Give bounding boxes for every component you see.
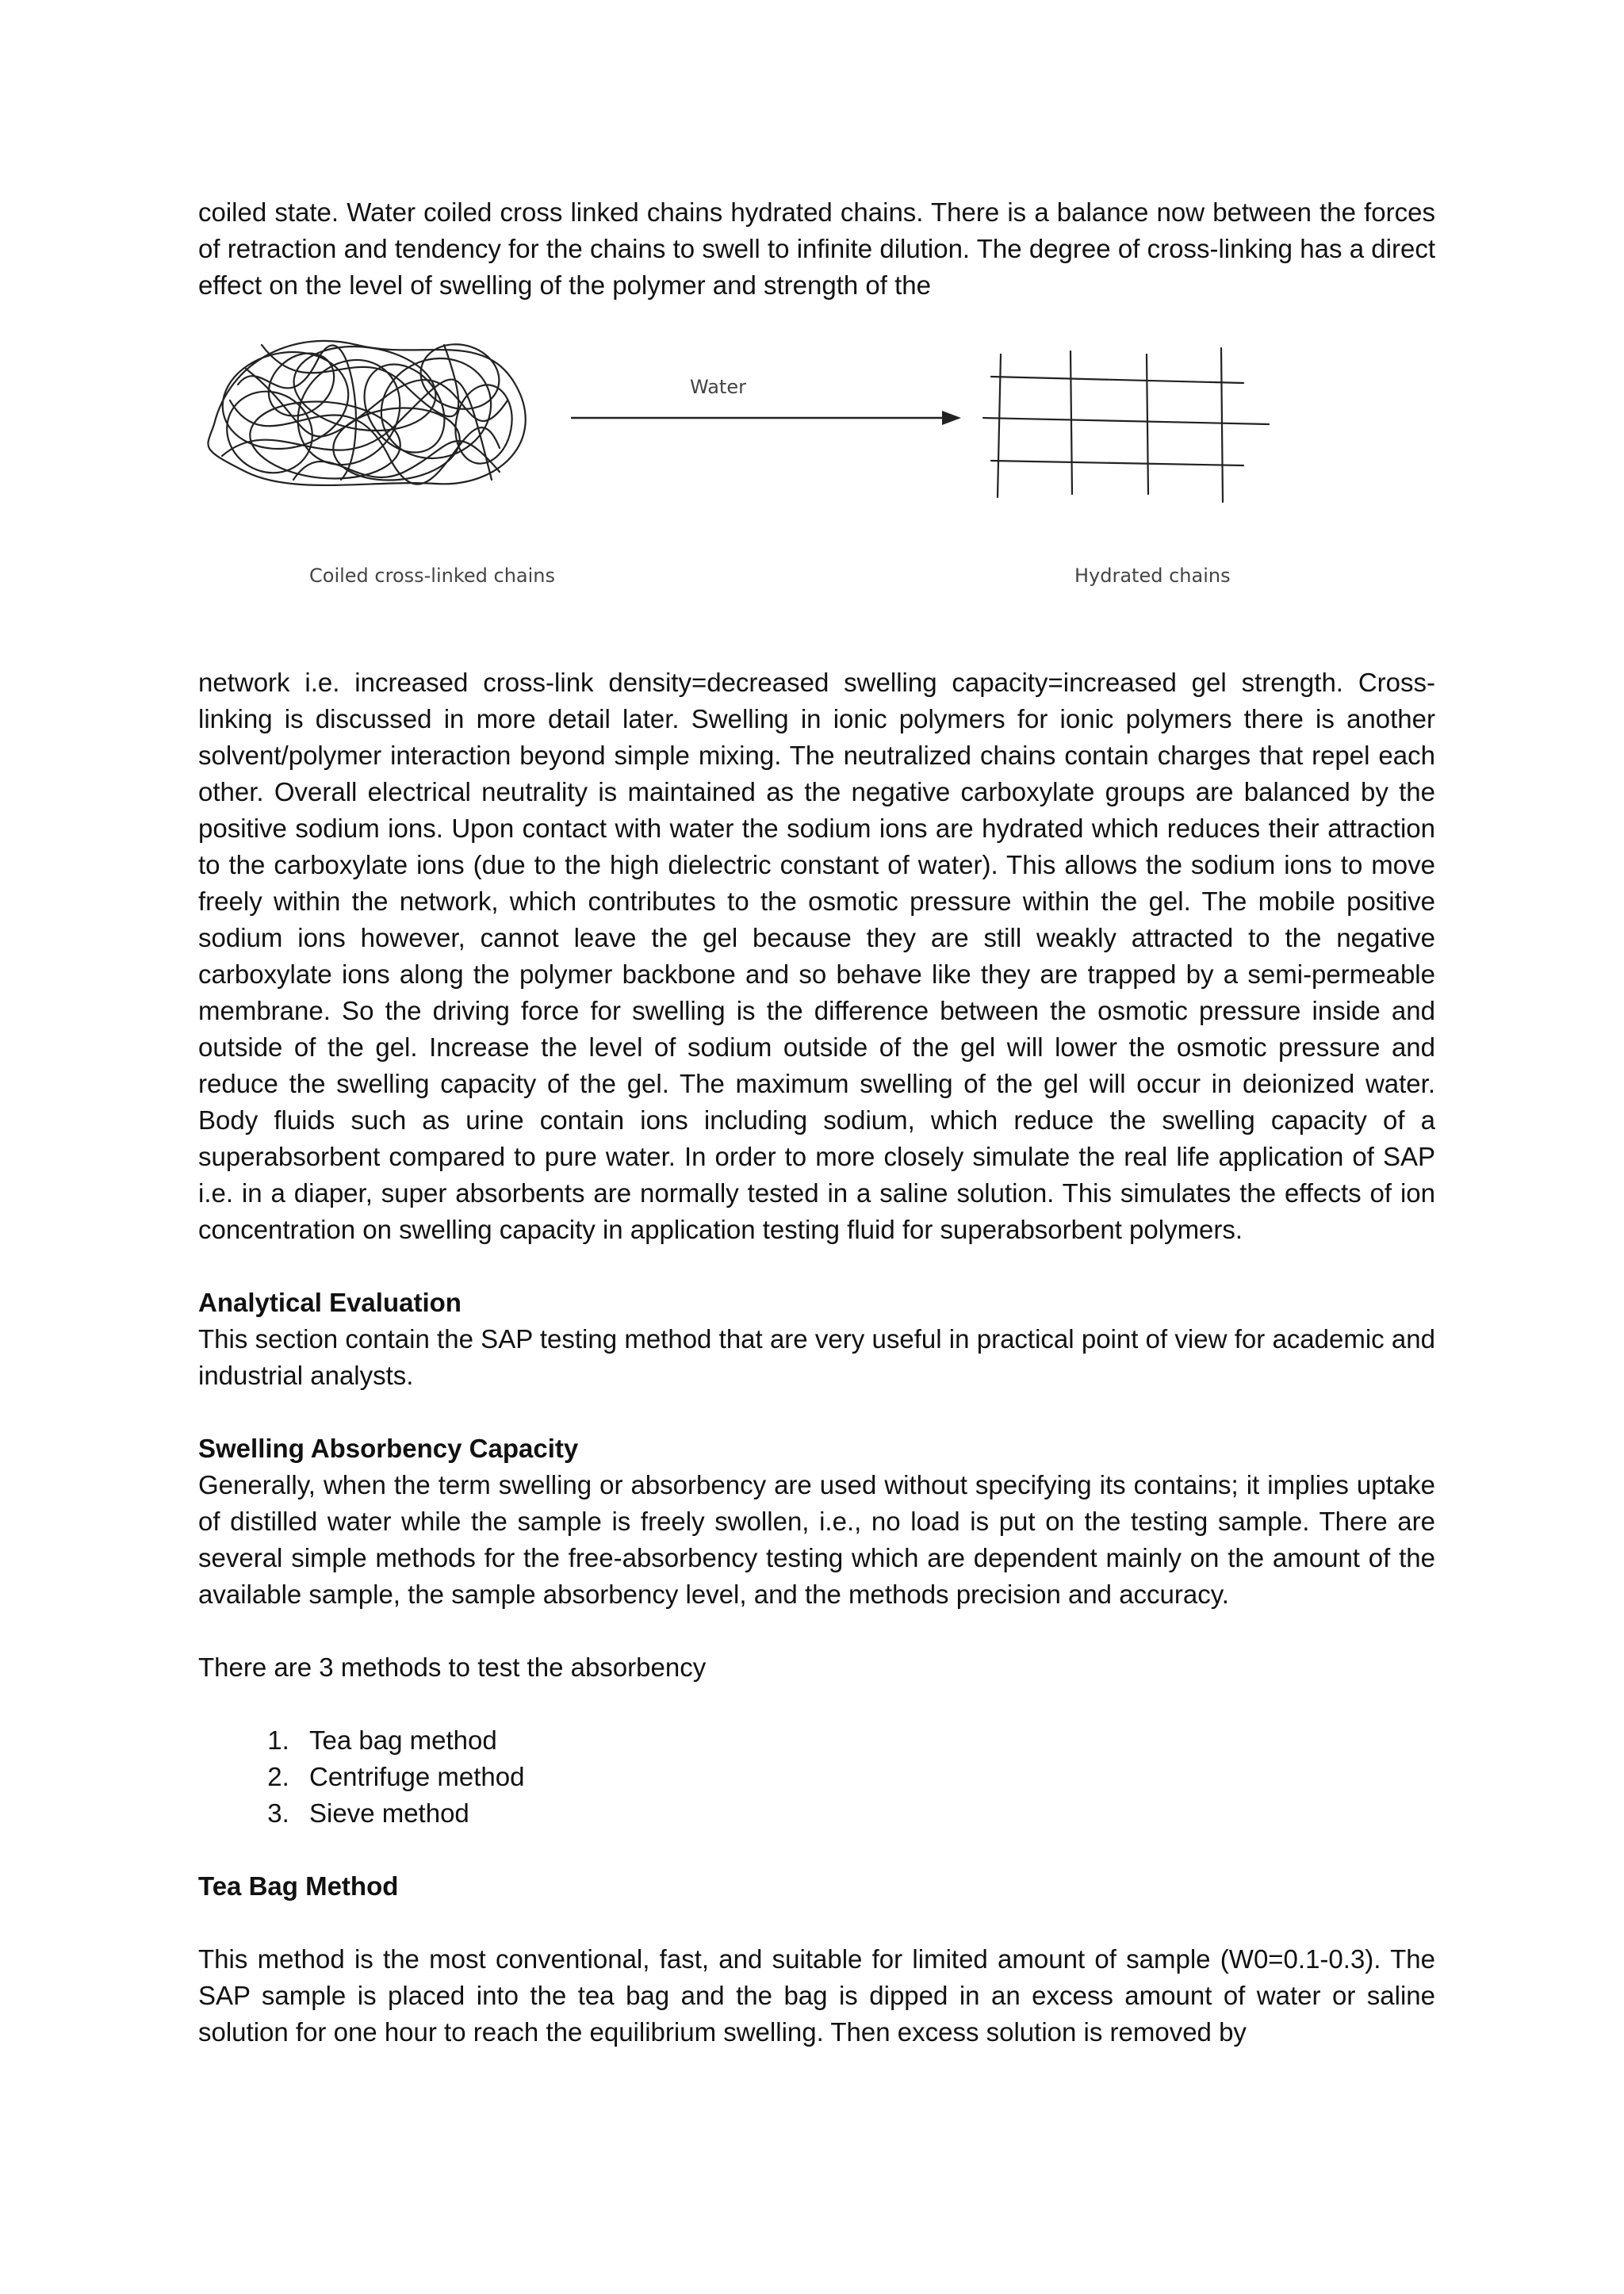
network-paragraph: network i.e. increased cross-link density=decreased swelling capacity=increased gel strength. Cross-linking is discussed in more detail later. Swelling in ionic polymers for ionic polymers there is another solvent/polymer interaction beyond simple mixing. The neutralized chains contain charges that repel each other. Overall electrical neutrality is maintained as the negative carboxylate groups are balanced by the positive sodium ions. Upon contact with water the sodium ions are hydrated which reduces their attraction to the carboxylate ions (due to the high dielectric constant of water). This allows the sodium ions to move freely within the network, which contributes to the osmotic pressure within the gel. The mobile positive sodium ions however, cannot leave the gel because they are still weakly attracted to the negative carboxylate ions along the polymer backbone and so behave like they are trapped by a semi-permeable membrane. So the driving force for swelling is the difference between the osmotic pressure inside and outside of the gel. Increase the level of sodium outside of the gel will lower the osmotic pressure and reduce the swelling capacity of the gel. The maximum swelling of the gel will occur in deionized water. Body fluids such as urine contain ions including sodium, which reduce the swelling capacity of a superabsorbent compared to pure water. In order to more closely simulate the real life application of SAP i.e. in a diaper, super absorbents are normally tested in a saline solution. This simulates the effects of ion concentration on swelling capacity in application testing fluid for superabsorbent polymers. <box>198 668 1435 1244</box>
list-item: 2. Centrifuge method <box>297 1759 1435 1795</box>
teabag-paragraph: This method is the most conventional, fast, and suitable for limited amount of sample (W0=0.1-0.3). The SAP sample is placed into the tea bag and the bag is dipped in an excess amount of water or saline solution for one hour to reach the equilibrium swelling. Then excess solution is removed by <box>198 1944 1435 2047</box>
heading-tea-bag-method: Tea Bag Method <box>198 1871 399 1901</box>
hydrated-chains-drawing <box>983 348 1269 502</box>
heading-analytical-evaluation: Analytical Evaluation <box>198 1288 462 1317</box>
water-arrow-label: Water <box>690 376 746 398</box>
swelling-diagram <box>198 313 1435 634</box>
list-item: 3. Sieve method <box>297 1795 1435 1832</box>
swelling-paragraph: Generally, when the term swelling or absorbency are used without specifying its contains; it implies uptake of distilled water while the sample is freely swollen, i.e., no load is put on the testing sample. There are several simple methods for the free-absorbency testing which are dependent mainly on the amount of the available sample, the sample absorbency level, and the methods precision and accuracy. <box>198 1470 1435 1609</box>
methods-list <box>198 1722 1435 1832</box>
intro-paragraph: coiled state. Water coiled cross linked chains hydrated chains. There is a balance now between the forces of retraction and tendency for the chains to swell to infinite dilution. The degree of cross-linking has a direct effect on the level of swelling of the polymer and strength of the <box>198 197 1435 300</box>
heading-swelling-absorbency-capacity: Swelling Absorbency Capacity <box>198 1434 579 1463</box>
list-item: 1. Tea bag method <box>297 1722 1435 1759</box>
water-arrow-head <box>942 411 961 425</box>
document-page <box>198 194 1435 2051</box>
coiled-chains-drawing <box>208 335 525 488</box>
hydrated-chains-caption: Hydrated chains <box>1074 565 1231 587</box>
methods-intro-paragraph: There are 3 methods to test the absorbency <box>198 1653 707 1682</box>
analytical-paragraph: This section contain the SAP testing method that are very useful in practical point of view for academic and industrial analysts. <box>198 1324 1435 1390</box>
coiled-chains-caption: Coiled cross-linked chains <box>309 565 556 587</box>
